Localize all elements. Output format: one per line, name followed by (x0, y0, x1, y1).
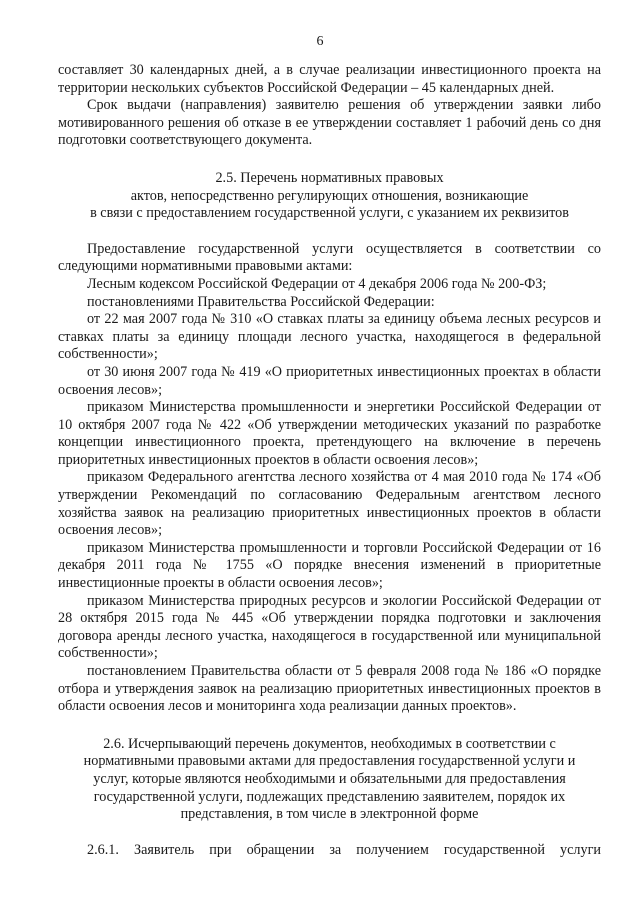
paragraph-act: Лесным кодексом Российской Федерации от 4 декабря 2006 года № 200-ФЗ; (87, 275, 547, 292)
section-heading-line: в связи с предоставлением государственной услуги, с указанием их реквизитов (90, 205, 569, 222)
document-body (58, 62, 601, 859)
section-2-5-heading (58, 170, 601, 223)
section-heading-line: услуг, которые являются необходимыми и обязательными для предоставления (93, 770, 566, 787)
section-heading-line: государственной услуги, подлежащих представлению заявителем, порядок их (93, 788, 566, 805)
paragraph-act: приказом Министерства промышленности и энергетики Российской Федерации от 10 октября 2007 года № 422 «Об утверждении методических указаний по разработке концепции инвестиционного проекта, претендующего на включение в перечень приоритетных инвестиционных проектов в области освоения лесов»; (58, 399, 601, 468)
section-2-6-heading (58, 736, 601, 824)
paragraph-act: постановлениями Правительства Российской Федерации: (87, 293, 435, 310)
paragraph-act: приказом Министерства промышленности и торговли Российской Федерации от 16 декабря 2011 года № 1755 «О порядке внесения изменений в приоритетные инвестиционные проекты в области освоения лесов»; (58, 539, 601, 592)
section-2-5-body (58, 241, 601, 716)
section-heading-line: представления, в том числе в электронной форме (180, 806, 479, 823)
paragraph-act: от 30 июня 2007 года № 419 «О приоритетных инвестиционных проектах в области освоения лесов»; (58, 363, 601, 398)
paragraph-act: постановлением Правительства области от 5 февраля 2008 года № 186 «О порядке отбора и утверждения заявок на реализацию приоритетных инвестиционных проектов в области освоения лесов и мониторинга хода реализации данных проектов». (58, 663, 601, 715)
section-heading-line: нормативными правовыми актами для предоставления государственной услуги и (83, 753, 576, 770)
section-heading-line: 2.6. Исчерпывающий перечень документов, необходимых в соответствии с (103, 735, 556, 752)
page-number: 6 (316, 34, 324, 49)
section-heading-line: 2.5. Перечень нормативных правовых (215, 169, 444, 186)
paragraph-act: от 22 мая 2007 года № 310 «О ставках платы за единицу объема лесных ресурсов и ставках платы за единицу площади лесного участка, находящегося в федеральной собственности»; (58, 311, 601, 363)
paragraph-continuation: составляет 30 календарных дней, а в случае реализации инвестиционного проекта на территории нескольких субъектов Российской Федерации – 45 календарных дней. (58, 62, 601, 96)
section-heading-line: актов, непосредственно регулирующих отношения, возникающие (130, 187, 529, 204)
paragraph-act: приказом Министерства природных ресурсов и экологии Российской Федерации от 28 октября 2015 года № 445 «Об утверждении порядка подготовки и заключения договора аренды лесного участка, находящегося в государственной или муниципальной собственности»; (58, 592, 601, 662)
paragraph-deadline: Срок выдачи (направления) заявителю решения об утверждении заявки либо мотивированного решения об отказе в ее утверждении составляет 1 рабочий день со дня подготовки соответствующего документа. (58, 97, 601, 149)
paragraph-act: приказом Федерального агентства лесного хозяйства от 4 мая 2010 года № 174 «Об утверждении Рекомендаций по согласованию Федеральным агентством лесного хозяйства заявок на реализацию приоритетных инвестиционных проектов в области освоения лесов»; (58, 469, 601, 539)
paragraph-intro: Предоставление государственной услуги осуществляется в соответствии со следующими нормативными правовыми актами: (58, 240, 601, 275)
paragraph-2-6-1: 2.6.1. Заявитель при обращении за получением государственной услуги (87, 841, 601, 858)
